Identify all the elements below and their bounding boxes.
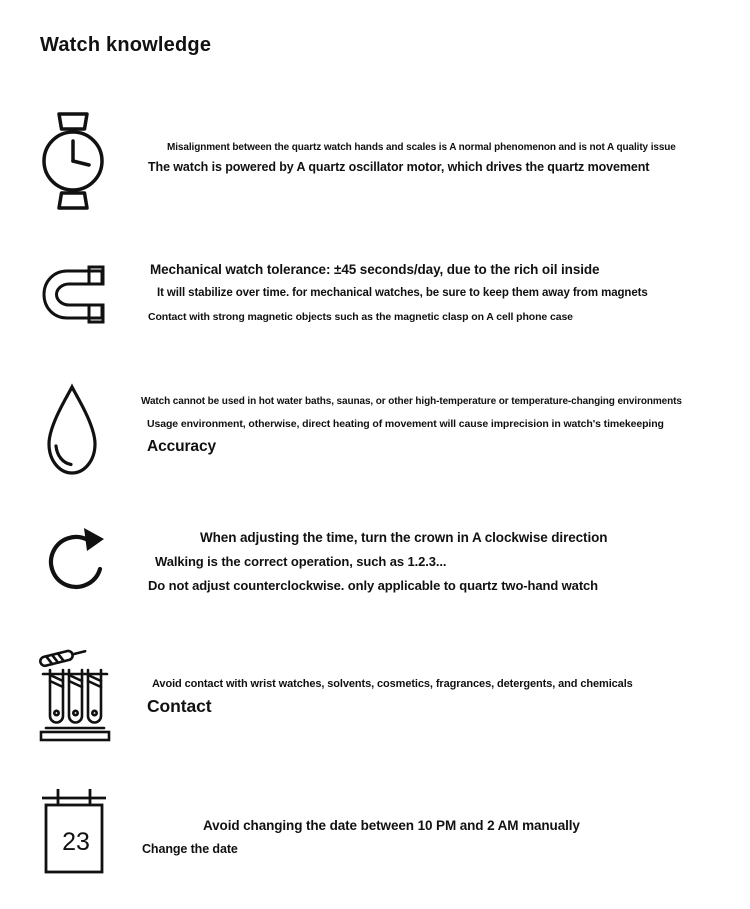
usage-environment-text: Usage environment, otherwise, direct heating of movement will cause imprecision in watch's timekeeping (147, 418, 664, 430)
chemicals-icon (38, 642, 112, 744)
quartz-movement-text: The watch is powered by A quartz oscillator motor, which drives the quartz movement (148, 160, 650, 174)
magnet-icon (40, 264, 106, 326)
page-title: Watch knowledge (40, 34, 212, 56)
avoid-date-change-text: Avoid changing the date between 10 PM and 2 AM manually (203, 818, 580, 833)
accuracy-heading: Accuracy (147, 438, 216, 455)
contact-heading: Contact (147, 696, 212, 716)
correct-operation-text: Walking is the correct operation, such as 1.2.3... (155, 554, 447, 569)
wristwatch-icon (40, 112, 106, 210)
clockwise-arrow-icon (42, 524, 106, 596)
clockwise-direction-text: When adjusting the time, turn the crown in A clockwise direction (200, 530, 608, 545)
counterclockwise-warning-text: Do not adjust counterclockwise. only applicable to quartz two-hand watch (148, 578, 599, 593)
quartz-note-text: Misalignment between the quartz watch hands and scales is A normal phenomenon and is not A quality issue (167, 142, 676, 153)
magnet-contact-text: Contact with strong magnetic objects such as the magnetic clasp on A cell phone case (148, 311, 573, 323)
change-date-heading: Change the date (142, 842, 238, 856)
calendar-day-number: 23 (62, 828, 90, 856)
water-drop-icon (44, 383, 100, 478)
temperature-warning-text: Watch cannot be used in hot water baths, saunas, or other high-temperature or temperature-changing environments (141, 396, 682, 407)
magnet-stabilize-text: It will stabilize over time. for mechanical watches, be sure to keep them away from magnets (157, 287, 648, 299)
avoid-chemicals-text: Avoid contact with wrist watches, solvents, cosmetics, fragrances, detergents, and chemicals (152, 678, 633, 690)
magnet-tolerance-text: Mechanical watch tolerance: ±45 seconds/day, due to the rich oil inside (150, 262, 600, 277)
calendar-icon (42, 788, 106, 874)
